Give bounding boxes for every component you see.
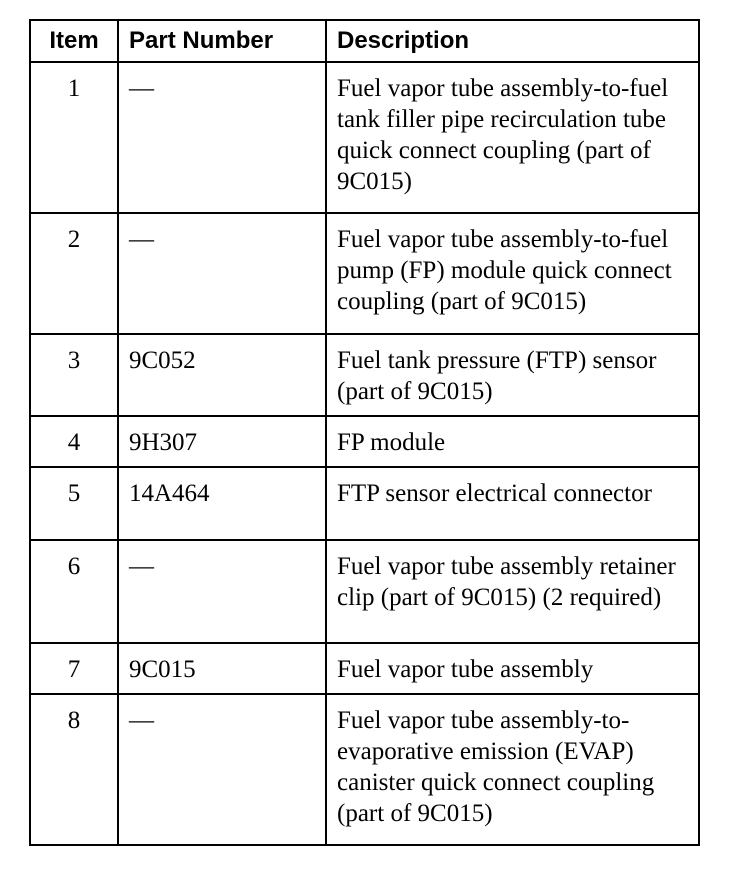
part-number-cell: 9C052 [118,334,326,416]
header-part-number: Part Number [118,20,326,62]
description-cell: Fuel vapor tube assembly-to-evaporative emission (EVAP) canister quick connect coupling (part of 9C015) [326,694,699,845]
part-number-cell: — [118,213,326,334]
part-number-cell: 14A464 [118,467,326,540]
header-item: Item [30,20,118,62]
item-cell: 3 [30,334,118,416]
description-cell: FP module [326,416,699,467]
part-number-cell: — [118,694,326,845]
table-row [30,213,699,334]
table-row [30,643,699,694]
description-cell: Fuel vapor tube assembly retainer clip (part of 9C015) (2 required) [326,540,699,643]
header-description: Description [326,20,699,62]
header-row [30,20,699,62]
table-row [30,416,699,467]
part-number-cell: 9C015 [118,643,326,694]
item-cell: 4 [30,416,118,467]
table-row [30,334,699,416]
table-row [30,694,699,845]
parts-table [29,19,700,846]
table-row [30,467,699,540]
item-cell: 6 [30,540,118,643]
item-cell: 2 [30,213,118,334]
description-cell: Fuel tank pressure (FTP) sensor (part of 9C015) [326,334,699,416]
description-cell: Fuel vapor tube assembly-to-fuel pump (FP) module quick connect coupling (part of 9C015) [326,213,699,334]
description-cell: FTP sensor electrical connector [326,467,699,540]
item-cell: 1 [30,62,118,213]
table-row [30,62,699,213]
part-number-cell: — [118,62,326,213]
item-cell: 7 [30,643,118,694]
part-number-cell: 9H307 [118,416,326,467]
description-cell: Fuel vapor tube assembly [326,643,699,694]
table-row [30,540,699,643]
item-cell: 8 [30,694,118,845]
description-cell: Fuel vapor tube assembly-to-fuel tank filler pipe recirculation tube quick connect coupling (part of 9C015) [326,62,699,213]
item-cell: 5 [30,467,118,540]
part-number-cell: — [118,540,326,643]
